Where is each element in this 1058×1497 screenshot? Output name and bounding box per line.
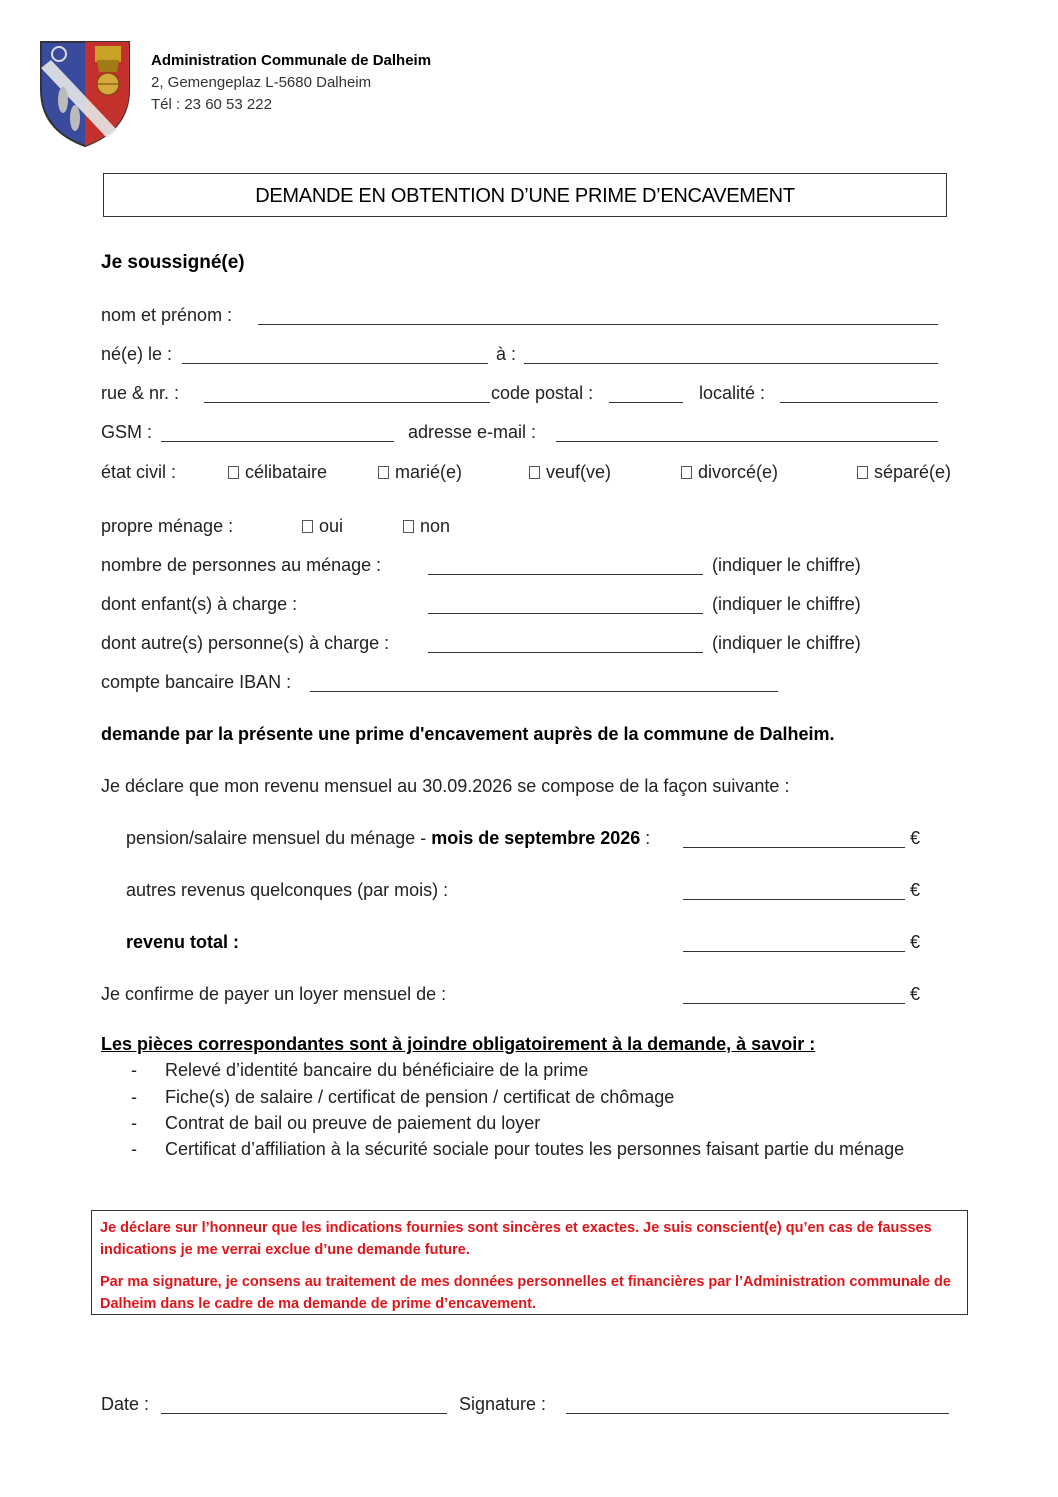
indiquer-chiffre-1: (indiquer le chiffre) <box>712 555 861 575</box>
gsm-field[interactable] <box>161 441 394 442</box>
intro-label: Je soussigné(e) <box>101 252 245 273</box>
iban-label: compte bancaire IBAN : <box>101 672 292 692</box>
checkbox-non[interactable]: non <box>403 516 450 537</box>
date-field[interactable] <box>161 1413 447 1414</box>
checkbox-oui[interactable]: oui <box>302 516 343 537</box>
autres-personnes-field[interactable] <box>428 652 703 653</box>
autres-revenus-label: autres revenus quelconques (par mois) : <box>126 880 449 900</box>
demande-text: demande par la présente une prime d'encavement auprès de la commune de Dalheim. <box>101 724 835 744</box>
revenu-total-field[interactable] <box>683 951 905 952</box>
loyer-field[interactable] <box>683 1003 905 1004</box>
pension-label: pension/salaire mensuel du ménage - mois de septembre 2026 : <box>126 828 651 848</box>
declare-text: Je déclare que mon revenu mensuel au 30.09.2026 se compose de la façon suivante : <box>101 776 790 796</box>
piece-item: Relevé d’identité bancaire du bénéficiaire de la prime <box>165 1060 589 1080</box>
euro-sign: € <box>910 828 921 848</box>
ne-le-field[interactable] <box>182 363 488 364</box>
checkbox-marie[interactable]: marié(e) <box>378 462 462 483</box>
piece-item: Contrat de bail ou preuve de paiement du loyer <box>165 1113 541 1133</box>
checkbox-celibataire[interactable]: célibataire <box>228 462 327 483</box>
rue-field[interactable] <box>204 402 490 403</box>
checkbox-icon <box>681 466 692 479</box>
checkbox-icon <box>403 520 414 533</box>
nb-personnes-field[interactable] <box>428 574 703 575</box>
checkbox-icon <box>378 466 389 479</box>
declaration-box <box>91 1210 968 1315</box>
email-label: adresse e-mail : <box>408 422 537 442</box>
indiquer-chiffre-3: (indiquer le chiffre) <box>712 633 861 653</box>
consentement-donnees: Par ma signature, je consens au traitement de mes données personnelles et financières par l’Administration communale de Dalheim dans le cadre de ma demande de prime d’encavement. <box>100 1274 951 1312</box>
org-phone: Tél : 23 60 53 222 <box>151 96 272 113</box>
etat-civil-label: état civil : <box>101 462 177 482</box>
loyer-label: Je confirme de payer un loyer mensuel de : <box>101 984 447 1004</box>
gsm-label: GSM : <box>101 422 153 442</box>
piece-item: Certificat d’affiliation à la sécurité sociale pour toutes les personnes faisant partie du ménage <box>165 1139 905 1159</box>
enfants-label: dont enfant(s) à charge : <box>101 594 298 614</box>
iban-field[interactable] <box>310 691 778 692</box>
piece-item: Fiche(s) de salaire / certificat de pension / certificat de chômage <box>165 1087 675 1107</box>
bullet-dash: - <box>131 1087 137 1107</box>
propre-menage-label: propre ménage : <box>101 516 234 536</box>
pension-field[interactable] <box>683 847 905 848</box>
indiquer-chiffre-2: (indiquer le chiffre) <box>712 594 861 614</box>
checkbox-icon <box>302 520 313 533</box>
checkbox-icon <box>857 466 868 479</box>
a-label: à : <box>496 344 517 364</box>
ne-le-label: né(e) le : <box>101 344 173 364</box>
bullet-dash: - <box>131 1060 137 1080</box>
bullet-dash: - <box>131 1113 137 1133</box>
coat-of-arms-logo <box>37 38 133 150</box>
autres-revenus-field[interactable] <box>683 899 905 900</box>
nom-label: nom et prénom : <box>101 305 233 325</box>
code-postal-label: code postal : <box>491 383 594 403</box>
org-address: 2, Gemengeplaz L-5680 Dalheim <box>151 74 372 91</box>
checkbox-veuf[interactable]: veuf(ve) <box>529 462 611 483</box>
bullet-dash: - <box>131 1139 137 1159</box>
email-field[interactable] <box>556 441 938 442</box>
page-title: DEMANDE EN OBTENTION D’UNE PRIME D’ENCAVEMENT <box>255 185 795 207</box>
enfants-field[interactable] <box>428 613 703 614</box>
org-name: Administration Communale de Dalheim <box>151 52 432 69</box>
checkbox-divorce[interactable]: divorcé(e) <box>681 462 778 483</box>
date-label: Date : <box>101 1394 150 1414</box>
checkbox-separe[interactable]: séparé(e) <box>857 462 951 483</box>
euro-sign: € <box>910 880 921 900</box>
code-postal-field[interactable] <box>609 402 683 403</box>
rue-label: rue & nr. : <box>101 383 180 403</box>
nom-field[interactable] <box>258 324 938 325</box>
lieu-naissance-field[interactable] <box>524 363 938 364</box>
localite-label: localité : <box>699 383 766 403</box>
checkbox-icon <box>529 466 540 479</box>
declaration-honneur: Je déclare sur l’honneur que les indications fournies sont sincères et exactes. Je suis conscient(e) qu’en cas de fausses indications je me verrai exclue d’une demande future. <box>100 1220 932 1258</box>
euro-sign: € <box>910 984 921 1004</box>
signature-label: Signature : <box>459 1394 547 1414</box>
signature-field[interactable] <box>566 1413 949 1414</box>
title-box <box>103 173 947 217</box>
checkbox-icon <box>228 466 239 479</box>
localite-field[interactable] <box>780 402 938 403</box>
euro-sign: € <box>910 932 921 952</box>
autres-personnes-label: dont autre(s) personne(s) à charge : <box>101 633 390 653</box>
revenu-total-label: revenu total : <box>126 932 240 952</box>
nb-personnes-label: nombre de personnes au ménage : <box>101 555 382 575</box>
pieces-heading: Les pièces correspondantes sont à joindre obligatoirement à la demande, à savoir : <box>101 1034 816 1054</box>
